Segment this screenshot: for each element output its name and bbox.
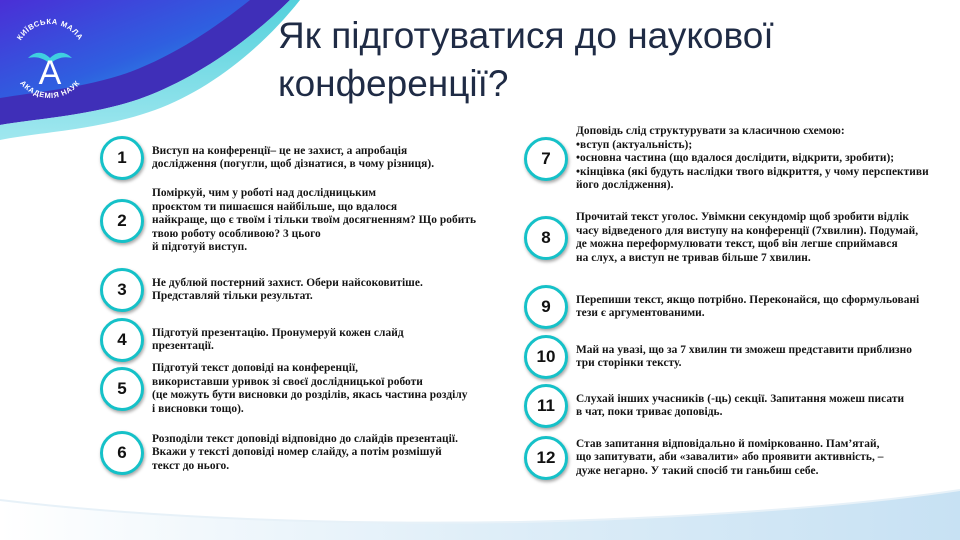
item-text: Не дублюй постерний захист. Обери найсоковитіше. Представляй тільки результат.: [152, 276, 423, 302]
bottom-wave: [0, 490, 960, 540]
list-item-6: [100, 431, 458, 475]
svg-text:КИЇВСЬКА МАЛА: [15, 17, 85, 42]
logo-letter: А: [38, 54, 62, 92]
list-item-8: [524, 211, 918, 265]
list-item-3: [100, 268, 423, 312]
item-number-badge: 3: [100, 268, 144, 312]
list-item-12: [524, 436, 884, 480]
item-number-badge: 10: [524, 335, 568, 379]
list-item-10: [524, 335, 912, 379]
item-number-badge: 1: [100, 136, 144, 180]
item-number-badge: 9: [524, 285, 568, 329]
item-text: Підготуй текст доповіді на конференції, використавши уривок зі своєї дослідницької роботи (це можуть бути висновки до розділів, якась частина розділу і висновки тощо).: [152, 362, 468, 415]
item-text: Перепиши текст, якщо потрібно. Переконайся, що сформульовані тези є аргументованими.: [576, 293, 920, 319]
list-item-5: [100, 362, 468, 416]
title-line-2: конференції?: [278, 63, 509, 104]
item-number-badge: 12: [524, 436, 568, 480]
item-text: Слухай інших учасників (-ць) секції. Запитання можеш писати в чат, поки триває доповідь.: [576, 392, 905, 418]
item-text: Виступ на конференції– це не захист, а апробація дослідження (погугли, щоб дізнатися, в чому різниця).: [152, 144, 435, 170]
page-title: [278, 12, 918, 108]
item-text: Підготуй презентацію. Пронумеруй кожен слайд презентації.: [152, 326, 404, 352]
list-item-4: [100, 318, 404, 362]
list-item-9: [524, 285, 919, 329]
item-text: Доповідь слід структурувати за класичною схемою: •вступ (актуальність); •основна частина (що вдалося дослідити, відкрити, зробити); •кінцівка (які будуть наслідки твого відкриття, у чому перспективи його дослідження).: [576, 125, 929, 191]
item-number-badge: 4: [100, 318, 144, 362]
item-text: Розподіли текст доповіді відповідно до слайдів презентації. Вкажи у тексті доповіді номер слайду, а потім розмішуй текст до нього.: [152, 432, 458, 472]
item-text: Поміркуй, чим у роботі над дослідницьким проєктом ти пишаєшся найбільше, що вдалося найкраще, що є твоїм і тільки твоїм досягненням? Що робить твою роботу особливою? 3 цього й підготуй виступ.: [152, 187, 477, 253]
item-number-badge: 6: [100, 431, 144, 475]
item-text: Став запитання відповідально й поміркованно. Пам’ятай, що запитувати, аби «завалити» або проявити активність, – дуже негарно. У такий спосіб ти ганьбиш себе.: [576, 437, 884, 477]
item-number-badge: 5: [100, 367, 144, 411]
logo: [0, 0, 100, 100]
list-item-7: [524, 125, 929, 193]
list-item-1: [100, 136, 434, 180]
list-item-11: [524, 384, 904, 428]
logo-text-bottom: АКАДЕМІЯ НАУК: [18, 78, 82, 100]
item-text: Май на увазі, що за 7 хвилин ти зможеш представити приблизно три сторінки тексту.: [576, 343, 913, 369]
item-text: Прочитай текст уголос. Увімкни секундомір щоб зробити відлік часу відведеного для виступу на конференції (7хвилин). Подумай, де можна переформулювати текст, щоб він легше сприймався на слух, а виступ не тривав більше 7 хвилин.: [576, 211, 919, 264]
logo-text-top: КИЇВСЬКА МАЛА: [14, 16, 86, 42]
item-number-badge: 11: [524, 384, 568, 428]
item-number-badge: 7: [524, 137, 568, 181]
item-number-badge: 8: [524, 216, 568, 260]
title-line-1: Як підготуватися до наукової: [278, 15, 774, 56]
list-item-2: [100, 187, 476, 255]
item-number-badge: 2: [100, 199, 144, 243]
